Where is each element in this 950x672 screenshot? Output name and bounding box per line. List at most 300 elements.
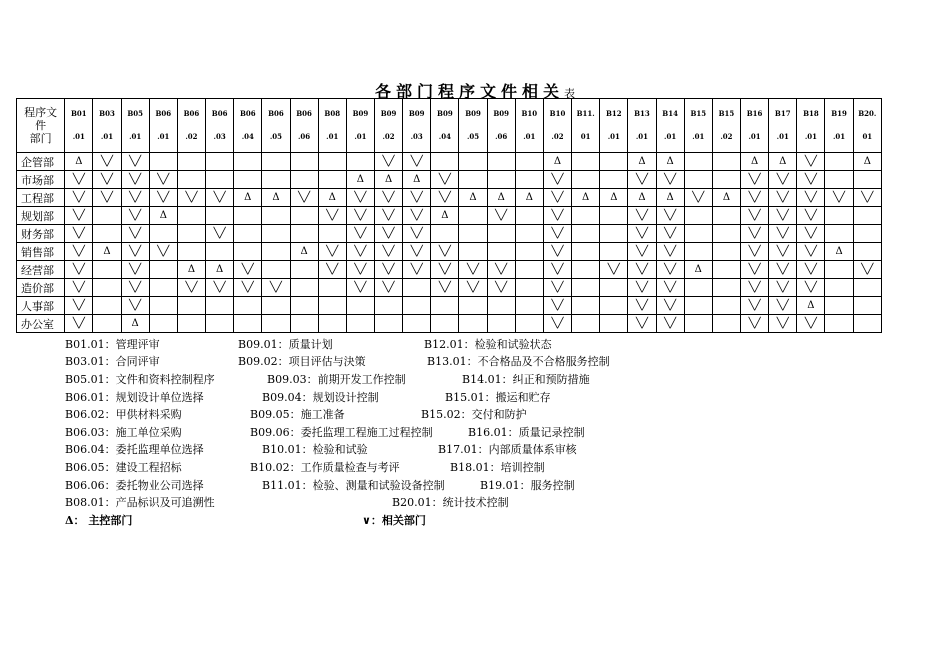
matrix-cell: ╲╱ — [628, 279, 656, 297]
matrix-cell — [318, 153, 346, 171]
table-row — [17, 261, 882, 279]
column-code-suffix: .01 — [804, 132, 817, 141]
column-header — [684, 99, 712, 153]
column-code-suffix: .02 — [382, 132, 395, 141]
matrix-cell — [487, 225, 515, 243]
column-code-suffix: .04 — [438, 132, 451, 141]
column-header — [600, 99, 628, 153]
legend-item: B18.01：培训控制 — [450, 461, 545, 474]
matrix-cell: ╲╱ — [741, 171, 769, 189]
corner-line-2: 件 — [35, 119, 47, 132]
matrix-cell — [459, 207, 487, 225]
matrix-cell — [712, 315, 740, 333]
matrix-cell: Δ — [600, 189, 628, 207]
matrix-cell: Δ — [515, 189, 543, 207]
matrix-cell — [712, 225, 740, 243]
column-header — [656, 99, 684, 153]
column-code-suffix: .03 — [213, 132, 226, 141]
matrix-cell — [262, 297, 290, 315]
matrix-cell: Δ — [290, 243, 318, 261]
column-header — [628, 99, 656, 153]
matrix-cell — [712, 261, 740, 279]
matrix-cell — [825, 207, 853, 225]
legend-item: B20.01：统计技术控制 — [392, 496, 509, 509]
matrix-cell — [262, 153, 290, 171]
matrix-cell: ╲╱ — [346, 261, 374, 279]
matrix-cell — [234, 243, 262, 261]
matrix-cell — [572, 315, 600, 333]
matrix-cell — [572, 297, 600, 315]
matrix-cell — [234, 297, 262, 315]
department-name: 财务部 — [17, 225, 65, 243]
matrix-cell: Δ — [374, 171, 402, 189]
matrix-cell: ╲╱ — [797, 279, 825, 297]
matrix-cell: ╲╱ — [374, 207, 402, 225]
column-code-prefix: B09 — [352, 109, 369, 118]
matrix-cell — [712, 243, 740, 261]
matrix-cell: Δ — [572, 189, 600, 207]
column-header — [346, 99, 374, 153]
matrix-cell — [515, 171, 543, 189]
table-row — [17, 171, 882, 189]
matrix-cell — [374, 297, 402, 315]
matrix-cell: ╲╱ — [318, 207, 346, 225]
matrix-cell — [346, 153, 374, 171]
matrix-cell — [318, 225, 346, 243]
column-code-prefix: B09 — [493, 109, 510, 118]
legend-item: B06.01：规划设计单位选择 — [65, 391, 204, 404]
matrix-cell: ╲╱ — [684, 189, 712, 207]
matrix-cell: ╲╱ — [543, 297, 571, 315]
matrix-cell: Δ — [459, 189, 487, 207]
matrix-cell — [853, 315, 881, 333]
column-code-prefix: B11. — [576, 109, 595, 118]
matrix-cell: ╲╱ — [149, 243, 177, 261]
matrix-cell: ╲╱ — [797, 207, 825, 225]
matrix-cell: ╲╱ — [487, 261, 515, 279]
matrix-cell — [459, 243, 487, 261]
matrix-cell: ╲╱ — [797, 315, 825, 333]
column-code-suffix: .01 — [326, 132, 339, 141]
matrix-cell — [515, 243, 543, 261]
matrix-cell: ╲╱ — [797, 171, 825, 189]
legend-item: B06.02：甲供材料采购 — [65, 408, 182, 421]
matrix-cell — [572, 207, 600, 225]
matrix-cell: Δ — [656, 153, 684, 171]
department-name: 销售部 — [17, 243, 65, 261]
matrix-cell: ╲╱ — [769, 171, 797, 189]
matrix-cell: ╲╱ — [206, 279, 234, 297]
legend-item: B16.01：质量记录控制 — [468, 426, 585, 439]
column-code-prefix: B06 — [183, 109, 200, 118]
legend-item: B14.01：纠正和预防措施 — [462, 373, 590, 386]
matrix-cell — [262, 243, 290, 261]
matrix-cell: ╲╱ — [459, 261, 487, 279]
matrix-cell — [684, 225, 712, 243]
matrix-cell: ╲╱ — [121, 171, 149, 189]
matrix-cell: ╲╱ — [656, 225, 684, 243]
column-code-suffix: .01 — [523, 132, 536, 141]
table-row — [17, 243, 882, 261]
column-code-prefix: B15 — [690, 109, 707, 118]
legend-item: B13.01：不合格品及不合格服务控制 — [427, 355, 610, 368]
matrix-cell: ╲╱ — [769, 189, 797, 207]
matrix-cell — [177, 207, 205, 225]
matrix-cell — [712, 279, 740, 297]
matrix-cell: ╲╱ — [374, 279, 402, 297]
column-code-prefix: B05 — [127, 109, 143, 118]
matrix-cell: ╲╱ — [628, 243, 656, 261]
matrix-cell — [459, 297, 487, 315]
matrix-cell: Δ — [177, 261, 205, 279]
column-code-prefix: B03 — [99, 109, 115, 118]
column-header — [374, 99, 402, 153]
column-code-prefix: B14 — [662, 109, 678, 118]
matrix-cell: ╲╱ — [121, 189, 149, 207]
matrix-cell — [459, 171, 487, 189]
matrix-cell: ╲╱ — [65, 297, 93, 315]
column-code-suffix: .01 — [354, 132, 367, 141]
column-code-suffix: .01 — [607, 132, 620, 141]
matrix-cell: Δ — [487, 189, 515, 207]
matrix-cell: ╲╱ — [741, 315, 769, 333]
matrix-cell: Δ — [628, 189, 656, 207]
matrix-cell — [825, 171, 853, 189]
matrix-cell — [262, 261, 290, 279]
matrix-cell — [459, 153, 487, 171]
column-code-prefix: B09 — [437, 109, 453, 118]
column-code-prefix: B19 — [831, 109, 847, 118]
matrix-cell — [177, 243, 205, 261]
department-name: 造价部 — [17, 279, 65, 297]
matrix-cell: ╲╱ — [374, 225, 402, 243]
matrix-cell: Δ — [853, 153, 881, 171]
matrix-cell: ╲╱ — [346, 189, 374, 207]
matrix-cell: ╲╱ — [825, 189, 853, 207]
department-name: 经营部 — [17, 261, 65, 279]
matrix-cell — [825, 297, 853, 315]
matrix-cell — [149, 315, 177, 333]
column-code-suffix: .04 — [241, 132, 254, 141]
matrix-cell: ╲╱ — [431, 261, 459, 279]
matrix-cell: ╲╱ — [65, 171, 93, 189]
matrix-cell — [234, 225, 262, 243]
column-code-prefix: B15 — [718, 109, 735, 118]
matrix-cell — [515, 207, 543, 225]
matrix-cell — [825, 315, 853, 333]
legend-key-main: Δ： 主控部门 — [65, 514, 133, 527]
legend-item: B06.03：施工单位采购 — [65, 426, 182, 439]
matrix-cell — [290, 315, 318, 333]
legend-item: B09.05：施工准备 — [250, 408, 345, 421]
matrix-cell: ╲╱ — [769, 297, 797, 315]
matrix-cell — [515, 153, 543, 171]
matrix-cell: ╲╱ — [177, 189, 205, 207]
column-header — [543, 99, 571, 153]
matrix-cell: ╲╱ — [65, 279, 93, 297]
column-code-suffix: .05 — [269, 132, 283, 141]
matrix-cell — [431, 153, 459, 171]
matrix-cell: ╲╱ — [93, 171, 121, 189]
column-code-suffix: .01 — [129, 132, 142, 141]
matrix-cell: ╲╱ — [741, 261, 769, 279]
matrix-cell: ╲╱ — [656, 279, 684, 297]
matrix-cell: ╲╱ — [741, 279, 769, 297]
matrix-cell — [374, 315, 402, 333]
legend-item: B09.02：项目评估与決策 — [238, 355, 366, 368]
column-header — [234, 99, 262, 153]
matrix-cell: ╲╱ — [431, 171, 459, 189]
matrix-cell — [600, 207, 628, 225]
matrix-cell: ╲╱ — [628, 225, 656, 243]
legend-item: B12.01：检验和试验状态 — [424, 338, 552, 351]
matrix-cell — [206, 297, 234, 315]
matrix-cell: Δ — [234, 189, 262, 207]
matrix-cell: Δ — [318, 189, 346, 207]
matrix-cell: Δ — [121, 315, 149, 333]
department-name: 办公室 — [17, 315, 65, 333]
matrix-cell — [93, 315, 121, 333]
column-code-suffix: 01 — [862, 132, 873, 141]
matrix-cell — [206, 315, 234, 333]
matrix-cell: ╲╱ — [769, 315, 797, 333]
matrix-cell: ╲╱ — [797, 189, 825, 207]
matrix-cell — [177, 225, 205, 243]
column-header — [769, 99, 797, 153]
legend-item: B03.01：合同评审 — [65, 355, 160, 368]
matrix-cell — [712, 153, 740, 171]
matrix-cell: Δ — [797, 297, 825, 315]
matrix-cell — [684, 243, 712, 261]
matrix-cell — [487, 297, 515, 315]
matrix-cell: ╲╱ — [431, 279, 459, 297]
matrix-cell: ╲╱ — [403, 153, 431, 171]
matrix-cell — [572, 261, 600, 279]
matrix-cell — [600, 315, 628, 333]
matrix-cell — [206, 207, 234, 225]
matrix-cell — [177, 153, 205, 171]
column-header — [206, 99, 234, 153]
matrix-cell — [459, 315, 487, 333]
matrix-cell — [290, 279, 318, 297]
matrix-cell — [149, 261, 177, 279]
matrix-cell — [684, 171, 712, 189]
matrix-cell: ╲╱ — [656, 207, 684, 225]
corner-line-3: 部门 — [29, 132, 52, 145]
matrix-cell — [431, 225, 459, 243]
matrix-cell: ╲╱ — [374, 189, 402, 207]
legend-item: B08.01：产品标识及可追溯性 — [65, 496, 215, 509]
matrix-cell — [825, 225, 853, 243]
matrix-cell: ╲╱ — [346, 225, 374, 243]
matrix-cell — [149, 279, 177, 297]
column-code-suffix: .01 — [664, 132, 677, 141]
matrix-cell: Δ — [741, 153, 769, 171]
column-code-suffix: .01 — [776, 132, 789, 141]
matrix-cell: ╲╱ — [741, 207, 769, 225]
matrix-cell — [93, 261, 121, 279]
matrix-cell: ╲╱ — [797, 225, 825, 243]
matrix-cell: ╲╱ — [769, 261, 797, 279]
matrix-cell — [600, 225, 628, 243]
matrix-cell: ╲╱ — [656, 297, 684, 315]
legend-item: B06.06：委托物业公司选择 — [65, 479, 204, 492]
matrix-cell — [318, 297, 346, 315]
matrix-cell — [346, 297, 374, 315]
matrix-cell: ╲╱ — [656, 261, 684, 279]
column-header — [515, 99, 543, 153]
legend-item: B09.03：前期开发工作控制 — [267, 373, 406, 386]
matrix-cell — [206, 243, 234, 261]
table-row — [17, 297, 882, 315]
matrix-cell: ╲╱ — [121, 261, 149, 279]
matrix-cell — [262, 225, 290, 243]
matrix-cell: ╲╱ — [177, 279, 205, 297]
matrix-cell: Δ — [431, 207, 459, 225]
matrix-cell: ╲╱ — [769, 243, 797, 261]
matrix-cell — [487, 153, 515, 171]
matrix-cell — [853, 279, 881, 297]
matrix-cell — [206, 171, 234, 189]
matrix-cell: ╲╱ — [487, 207, 515, 225]
matrix-cell: ╲╱ — [262, 279, 290, 297]
legend-item: B06.04：委托监理单位选择 — [65, 443, 204, 456]
matrix-cell — [403, 315, 431, 333]
column-header — [290, 99, 318, 153]
matrix-cell — [290, 171, 318, 189]
matrix-cell: ╲╱ — [628, 297, 656, 315]
matrix-cell — [234, 153, 262, 171]
legend-item: B10.01：检验和试验 — [262, 443, 368, 456]
matrix-cell — [515, 261, 543, 279]
column-code-prefix: B06 — [268, 109, 284, 118]
matrix-cell: ╲╱ — [65, 243, 93, 261]
matrix-cell — [600, 171, 628, 189]
matrix-cell: Δ — [346, 171, 374, 189]
matrix-cell: ╲╱ — [65, 189, 93, 207]
column-header — [825, 99, 853, 153]
matrix-cell: ╲╱ — [769, 225, 797, 243]
matrix-cell: ╲╱ — [65, 225, 93, 243]
matrix-cell — [572, 171, 600, 189]
matrix-cell — [318, 279, 346, 297]
column-header — [712, 99, 740, 153]
column-code-suffix: .02 — [720, 132, 733, 141]
matrix-cell — [600, 243, 628, 261]
matrix-cell — [206, 153, 234, 171]
matrix-cell: ╲╱ — [206, 189, 234, 207]
table-row — [17, 153, 882, 171]
header-corner — [17, 99, 65, 153]
department-name: 人事部 — [17, 297, 65, 315]
matrix-cell: ╲╱ — [403, 207, 431, 225]
matrix-cell — [177, 315, 205, 333]
column-code-prefix: B06 — [296, 109, 312, 118]
column-header — [93, 99, 121, 153]
matrix-cell — [149, 297, 177, 315]
legend-item: B17.01：内部质量体系审核 — [438, 443, 577, 456]
column-code-prefix: B09 — [408, 109, 425, 118]
matrix-cell: ╲╱ — [628, 261, 656, 279]
matrix-cell — [431, 297, 459, 315]
matrix-cell — [684, 279, 712, 297]
matrix-cell — [290, 261, 318, 279]
matrix-cell: ╲╱ — [318, 243, 346, 261]
matrix-cell: ╲╱ — [346, 207, 374, 225]
matrix-cell: ╲╱ — [403, 225, 431, 243]
matrix-cell: Δ — [543, 153, 571, 171]
column-code-suffix: .03 — [410, 132, 423, 141]
matrix-cell — [712, 297, 740, 315]
matrix-cell: ╲╱ — [346, 243, 374, 261]
matrix-cell — [515, 225, 543, 243]
column-code-prefix: B18 — [803, 109, 819, 118]
matrix-cell: Δ — [769, 153, 797, 171]
matrix-cell — [93, 297, 121, 315]
matrix-cell: ╲╱ — [853, 261, 881, 279]
matrix-cell: ╲╱ — [656, 315, 684, 333]
matrix-cell: ╲╱ — [628, 171, 656, 189]
column-code-prefix: B06 — [211, 109, 228, 118]
matrix-cell — [459, 225, 487, 243]
matrix-cell: ╲╱ — [65, 315, 93, 333]
column-code-prefix: B10 — [521, 109, 538, 118]
matrix-cell: ╲╱ — [543, 243, 571, 261]
matrix-cell: Δ — [628, 153, 656, 171]
matrix-cell — [93, 279, 121, 297]
matrix-cell — [684, 153, 712, 171]
matrix-cell: ╲╱ — [741, 189, 769, 207]
column-code-suffix: .05 — [466, 132, 480, 141]
matrix-cell: ╲╱ — [121, 243, 149, 261]
column-code-suffix: .02 — [551, 132, 564, 141]
column-header — [262, 99, 290, 153]
table-row — [17, 279, 882, 297]
matrix-cell — [290, 153, 318, 171]
matrix-cell: ╲╱ — [121, 297, 149, 315]
matrix-cell — [572, 225, 600, 243]
matrix-cell: ╲╱ — [600, 261, 628, 279]
legend-item: B09.04：规划设计控制 — [262, 391, 379, 404]
matrix-cell — [572, 279, 600, 297]
table-row — [17, 189, 882, 207]
legend-item: B09.01：质量计划 — [238, 338, 333, 351]
column-code-suffix: .01 — [635, 132, 649, 141]
column-code-prefix: B10 — [549, 109, 566, 118]
department-name: 市场部 — [17, 171, 65, 189]
matrix-cell: ╲╱ — [741, 243, 769, 261]
column-code-prefix: B12 — [605, 109, 622, 118]
column-code-suffix: .01 — [100, 132, 114, 141]
matrix-cell — [234, 315, 262, 333]
matrix-cell: ╲╱ — [741, 297, 769, 315]
column-header — [149, 99, 177, 153]
header-row — [17, 99, 882, 153]
matrix-cell — [487, 243, 515, 261]
matrix-cell — [487, 171, 515, 189]
matrix-cell — [234, 207, 262, 225]
column-header — [572, 99, 600, 153]
column-header — [459, 99, 487, 153]
matrix-cell — [290, 297, 318, 315]
matrix-cell: ╲╱ — [431, 189, 459, 207]
column-code-suffix: .01 — [832, 132, 846, 141]
matrix-cell: Δ — [825, 243, 853, 261]
column-header — [403, 99, 431, 153]
department-procedure-matrix — [16, 98, 882, 333]
matrix-cell: ╲╱ — [487, 279, 515, 297]
matrix-cell: Δ — [93, 243, 121, 261]
